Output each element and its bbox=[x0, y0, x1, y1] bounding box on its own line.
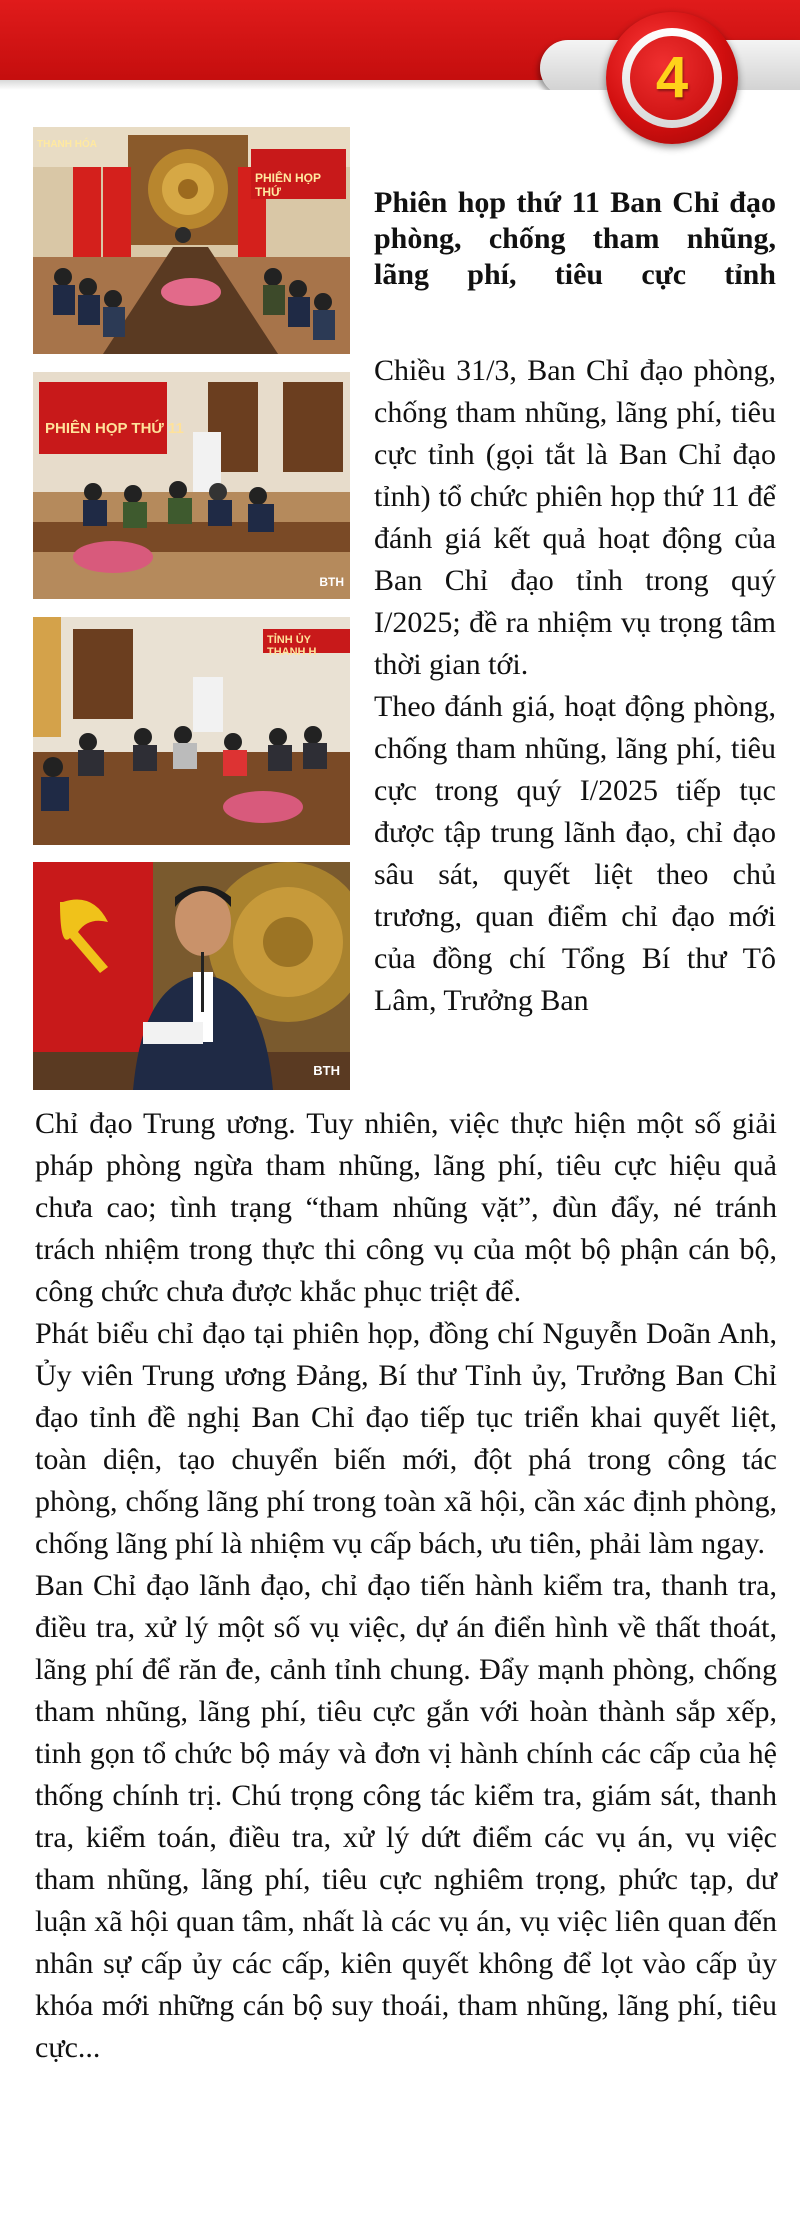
article-paragraph-4: Ban Chỉ đạo lãnh đạo, chỉ đạo tiến hành kiểm tra, thanh tra, điều tra, xử lý một số vụ việc, dự án điển hình về thất thoát, lãng phí để răn đe, cảnh tỉnh chung. Đẩy mạnh phòng, chống tham nhũng, lãng phí, tiêu cực gắn với hoàn thành sắp xếp, tinh gọn tổ chức bộ máy và đơn vị hành chính các cấp của hệ thống chính trị. Chú trọng công tác kiểm tra, giám sát, thanh tra, kiểm toán, điều tra, xử lý dứt điểm các vụ án, vụ việc tham nhũng, lãng phí, tiêu cực nghiêm trọng, phức tạp, dư luận xã hội quan tâm, nhất là các vụ án, vụ việc liên quan đến nhân sự cấp ủy các cấp, kiên quyết không để lọt vào cấp ủy khóa mới những cán bộ suy thoái, tham nhũng, lãng phí, tiêu cực... bbox=[35, 1569, 777, 2064]
photo-meeting-room-1-image bbox=[33, 127, 350, 354]
photo-4-watermark: BTH bbox=[313, 1063, 340, 1078]
photo-speaker-image bbox=[33, 862, 350, 1090]
article-full-width-body bbox=[35, 1103, 777, 2069]
photo-1-sign-left: THANH HÓA bbox=[37, 139, 97, 150]
photo-meeting-room-3 bbox=[33, 617, 350, 845]
article-paragraph-2-start: Theo đánh giá, hoạt động phòng, chống tham nhũng, lãng phí, tiêu cực trong quý I/2025 tiếp tục được tập trung lãnh đạo, chỉ đạo sâu sát, quyết liệt theo chủ trương, quan điểm chỉ đạo mới của đồng chí Tổng Bí thư Tô Lâm, Trưởng Ban bbox=[374, 690, 776, 1017]
photo-meeting-room-1 bbox=[33, 127, 350, 354]
article-paragraph-3: Phát biểu chỉ đạo tại phiên họp, đồng chí Nguyễn Doãn Anh, Ủy viên Trung ương Đảng, Bí thư Tỉnh ủy, Trưởng Ban Chỉ đạo tỉnh đề nghị Ban Chỉ đạo tiếp tục triển khai quyết liệt, toàn diện, tạo chuyển biến mới, đột phá trong công tác phòng, chống lãng phí trong toàn xã hội, cần xác định phòng, chống lãng phí là nhiệm vụ cấp bách, ưu tiên, phải làm ngay. bbox=[35, 1317, 777, 1560]
photo-2-watermark: BTH bbox=[319, 575, 344, 589]
article-paragraph-2-end: Chỉ đạo Trung ương. Tuy nhiên, việc thực hiện một số giải pháp phòng ngừa tham nhũng, lãng phí, tiêu cực hiệu quả chưa cao; tình trạng “tham nhũng vặt”, đùn đẩy, né tránh trách nhiệm trong thực thi công vụ của một bộ phận cán bộ, công chức chưa được khắc phục triệt để. bbox=[35, 1107, 777, 1308]
photo-meeting-room-2 bbox=[33, 372, 350, 599]
photo-meeting-room-2-image bbox=[33, 372, 350, 599]
photo-3-banner-text: TỈNH ỦY THANH H bbox=[267, 634, 317, 658]
section-number-badge bbox=[630, 36, 714, 120]
photo-2-banner-text: PHIÊN HỌP THỨ 11 bbox=[45, 420, 184, 437]
article-paragraph-1: Chiều 31/3, Ban Chỉ đạo phòng, chống tham nhũng, lãng phí, tiêu cực tỉnh (gọi tắt là Ban Chỉ đạo tỉnh) tổ chức phiên họp thứ 11 để đánh giá kết quả hoạt động của Ban Chỉ đạo tỉnh trong quý I/2025; đề ra nhiệm vụ trọng tâm thời gian tới. bbox=[374, 354, 776, 681]
photo-speaker bbox=[33, 862, 350, 1090]
photo-1-sign-right: PHIÊN HỌP THỨ bbox=[255, 171, 321, 199]
section-number: 4 bbox=[655, 45, 689, 110]
article-side-column bbox=[374, 350, 776, 1022]
article-title: Phiên họp thứ 11 Ban Chỉ đạo phòng, chống tham nhũng, lãng phí, tiêu cực tỉnh bbox=[374, 186, 776, 291]
